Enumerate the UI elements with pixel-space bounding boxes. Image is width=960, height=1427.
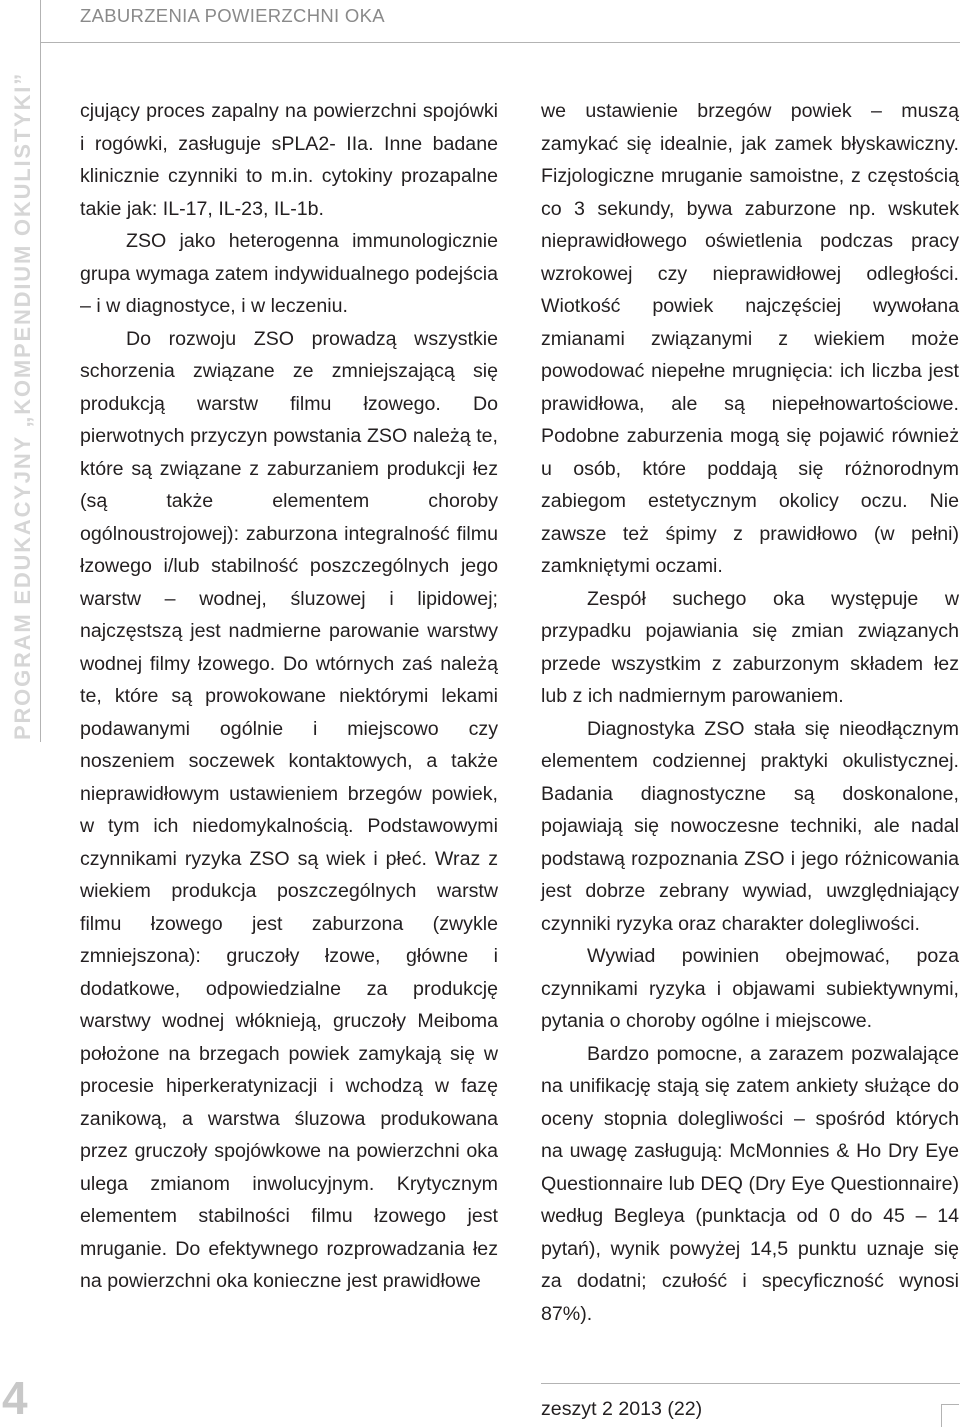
left-paragraph: Do rozwoju ZSO prowadzą wszystkie schorzenia związane ze zmniejszającą się produkcją warstw filmu łzowego. Do pierwotnych przyczyn powstania ZSO należą te, które są związane z zaburzaniem produkcji łez (są także elementem choroby ogólnoustrojowej): zaburzona integralność filmu łzowego i/lub stabilność poszczególnych jego warstw – wodnej, śluzowej i lipidowej; najczęstszą jest nadmierne parowanie warstwy wodnej filmy łzowego. Do wtórnych zaś należą te, które są prowokowane niektórymi lekami podawanymi ogólnie i miejscowo czy noszeniem soczewek kontaktowych, a także nieprawidłowym ustawieniem brzegów powiek, w tym ich niedomykalnością. Podstawowymi czynnikami ryzyka ZSO są wiek i płeć. Wraz z wiekiem produkcja poszczególnych warstw filmu łzowego jest zaburzona (zwykle zmniejszona): gruczoły łzowe, główne i dodatkowe, odpowiedzialne za produkcję warstwy wodnej włóknieją, gruczoły Meiboma położone na brzegach powiek zamykają się w procesie hiperkeratynizacji i wchodzą w fazę zanikową, a warstwa śluzowa produkowana przez gruczoły spojówkowe na powierzchni oka ulega zmianom inwolucyjnym. Krytycznym elementem stabilności filmu łzowego jest mruganie. Do efektywnego rozprowadzania łez na powierzchni oka konieczne jest prawidłowe — [80, 327, 498, 1292]
sidebar-series-label: PROGRAM EDUKACYJNY „KOMPENDIUM OKULISTYKI” — [10, 71, 35, 741]
page-header-title: ZABURZENIA POWIERZCHNI OKA — [80, 5, 385, 26]
header-divider — [40, 42, 960, 43]
left-paragraph: ZSO jako heterogenna immunologicznie grupa wymaga zatem indywidualnego podejścia – i w diagnostyce, i w leczeniu. — [80, 230, 498, 317]
footer-corner-mark — [941, 1404, 959, 1427]
sidebar-divider — [40, 0, 41, 742]
footer-divider — [541, 1383, 960, 1384]
right-paragraph: Wywiad powinien obejmować, poza czynnikami ryzyka i objawami subiektywnymi, pytania o choroby ogólne i miejscowe. — [541, 945, 959, 1032]
left-paragraph: cjujący proces zapalny na powierzchni spojówki i rogówki, zasługuje sPLA2- IIa. Inne badane klinicznie czynniki to m.in. cytokiny prozapalne takie jak: IL-17, IL-23, IL-1b. — [80, 100, 498, 220]
left-text-column — [80, 95, 498, 1298]
right-paragraph: Zespół suchego oka występuje w przypadku pojawiania się zmian związanych przede wszystkim z zaburzonym składem łez lub z ich nadmiernym parowaniem. — [541, 587, 959, 707]
footer-issue-label: zeszyt 2 2013 (22) — [541, 1398, 703, 1420]
right-paragraph: Bardzo pomocne, a zarazem pozwalające na unifikację stają się zatem ankiety służące do oceny stopnia dolegliwości – spośród których na uwagę zasługują: McMonnies & Ho Dry Eye Questionnaire lub DEQ (Dry Eye Questionnaire) według Begleya (punktacja od 0 do 45 – 14 pytań), wynik powyżej 14,5 punktu uznaje się za dodatni; czułość i specyficzność wynosi 87%). — [541, 1042, 959, 1325]
page-number: 4 — [2, 1372, 28, 1424]
right-text-column — [541, 95, 959, 1330]
right-paragraph: Diagnostyka ZSO stała się nieodłącznym elementem codziennej praktyki okulistycznej. Badania diagnostyczne są doskonalone, pojawiają się nowoczesne techniki, ale nadal podstawą rozpoznania ZSO i jego różnicowania jest dobrze zebrany wywiad, uwzględniający czynniki ryzyka oraz charakter dolegliwości. — [541, 717, 959, 935]
right-paragraph: we ustawienie brzegów powiek – muszą zamykać się idealnie, jak zamek błyskawiczny. Fizjologiczne mruganie samoistne, z częstością co 3 sekundy, bywa zaburzone np. wskutek nieprawidłowego oświetlenia podczas pracy wzrokowej czy nieprawidłowej odległości. Wiotkość powiek najczęściej wywołana zmianami związanymi z wiekiem może powodować niepełne mrugnięcia: ich liczba jest prawidłowa, ale są niepełnowartościowe. Podobne zaburzenia mogą się pojawić również u osób, które poddają się różnorodnym zabiegom estetycznym okolicy oczu. Nie zawsze też śpimy z prawidłowo (w pełni) zamkniętymi oczami. — [541, 100, 959, 577]
